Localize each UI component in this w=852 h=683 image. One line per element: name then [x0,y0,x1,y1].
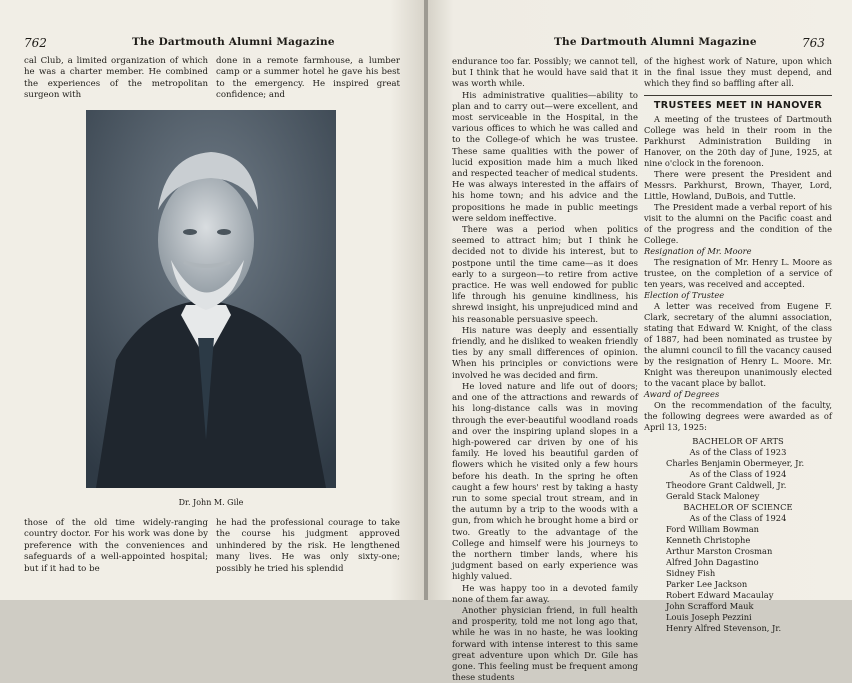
left-bottom-col2-text: he had the professional courage to take the course his judgment approved unhindered by the risk. He lengthened many lives. He was only sixty-one; possibly he tried his splendid [216,518,400,574]
portrait-photo [86,110,336,488]
left-bottom-column-1 [24,518,208,575]
award-text: On the recommendation of the faculty, the following degrees were awarded as of April 13, 1925: [644,400,832,432]
col2-intro: of the highest work of Nature, upon which in the final issue they must depend, and which they find so baffling after all. [644,56,832,88]
degree-name: Arthur Marston Crosman [666,546,773,556]
ba-heading: BACHELOR OF ARTS [692,436,784,446]
degree-name: John Scrafford Mauk [666,601,754,611]
left-top-col1-text: cal Club, a limited organization of which he was a charter member. He combined the experiences of the metropolitan surgeon with [24,56,208,101]
right-column-1 [452,56,638,683]
degree-name: Kenneth Christophe [666,535,751,545]
col1-para-5: He loved nature and life out of doors; and one of the attractions and rewards of his long-distance calls was in moving through the ever-beautiful woodland roads and over the inspiring upland slopes in a high-powered car driven by one of his family. He loved his beautiful garden of flowers which he visited only a few hours before his death. In the spring he often caught a few hours' rest by taking a hasty run to some special trout stream, and in the autumn by a trip to the woods with a gun, from which he brought home a bird or two. Greatly to the advantage of the College and himself were his journeys to the northern timber lands, where his judgment based on early experience was highly valued. [452,380,638,582]
trustees-para-1: A meeting of the trustees of Dartmouth College was held in their room in the Parkhurst Administration Building in Hanover, on the 20th day of June, 1925, at nine o'clock in the forenoon. [644,114,832,168]
election-text: A letter was received from Eugene F. Clark, secretary of the alumni association, stating that Edward W. Knight, of the class of 1887, had been nominated as trustee by the alumni council to fill the vacancy caused by the resignation of Henry L. Moore. Mr. Knight was thereupon unanimously elected to the vacant place by ballot. [644,301,832,388]
left-running-head: The Dartmouth Alumni Magazine [132,36,335,48]
bs-1924-names [644,524,832,634]
left-bottom-col1-text: those of the old time widely-ranging country doctor. For his work was done by preference with the conveniences and safeguards of a well-appointed hospital; but if it had to be [24,518,208,574]
left-top-column-1 [24,56,208,102]
col1-para-7: Another physician friend, in full health and prosperity, told me not long ago that, while he was in no haste, he was looking forward with intense interest to this same great adventure upon which Dr. Gile has gone. This feeling must be frequent among these students [452,604,638,683]
trustees-para-2: There were present the President and Messrs. Parkhurst, Brown, Thayer, Lord, Little, Howland, DuBois, and Tuttle. [644,169,832,201]
bs-heading: BACHELOR OF SCIENCE [683,502,793,512]
right-page-number: 763 [802,36,825,50]
right-column-2 [644,56,832,634]
subhead-resignation: Resignation of Mr. Moore [644,246,752,256]
col1-para-1: endurance too far. Possibly; we cannot tell, but I think that he would have said that it was worth while. [452,56,638,89]
resignation-text: The resignation of Mr. Henry L. Moore as trustee, on the completion of a service of ten years, was received and accepted. [644,257,832,289]
left-page [0,0,424,600]
degree-name: Louis Joseph Pezzini [666,612,752,622]
degree-name: Charles Benjamin Obermeyer, Jr. [666,458,805,468]
degree-name: Ford William Bowman [666,524,760,534]
bs-class-1924: As of the Class of 1924 [689,513,787,523]
right-page [428,0,852,683]
left-bottom-column-2 [216,518,400,575]
degree-name: Henry Alfred Stevenson, Jr. [666,623,782,633]
degree-name: Theodore Grant Caldwell, Jr. [666,480,787,490]
left-page-number: 762 [24,36,47,50]
trustees-para-3: The President made a verbal report of his visit to the alumni on the Pacific coast and of the progress and the condition of the College. [644,202,832,245]
col1-para-3: There was a period when politics seemed to attract him; but I think he decided not to divide his interest, but to postpone until the time came—as it does early to a surgeon—to retire from active practice. He was well endowed for public life through his genuine kindliness, his shrewd insight, his unprejudiced mind and his reasonable persuasive speech. [452,224,638,324]
degree-name: Alfred John Dagastino [666,557,759,567]
subhead-award: Award of Degrees [644,389,720,399]
left-top-column-2 [216,56,400,102]
section-title: TRUSTEES MEET IN HANOVER [653,100,823,111]
right-running-head: The Dartmouth Alumni Magazine [554,36,757,48]
degree-name: Parker Lee Jackson [666,579,748,589]
ba-1923-names [644,458,832,469]
degree-name: Robert Edward Macaulay [666,590,774,600]
left-top-col2-text: done in a remote farmhouse, a lumber camp or a summer hotel he gave his best to the emergency. He inspired great confidence; and [216,56,400,101]
section-rule [644,95,832,96]
ba-class-1923: As of the Class of 1923 [689,447,787,457]
col1-para-6: He was happy too in a devoted family none of them far away. [452,582,638,604]
portrait-caption: Dr. John M. Gile [178,498,244,507]
portrait-illustration [86,110,336,488]
degree-name: Gerald Stack Maloney [666,491,760,501]
subhead-election: Election of Trustee [644,290,725,300]
col1-para-2: His administrative qualities—ability to plan and to carry out—were excellent, and most serviceable in the Hospital, in the various offices to which he was called and to the College-of which he was trustee. These same qualities with the power of lucid exposition made him a much liked and respected teacher of medical students. He was always interested in the affairs of his home town; and his advice and the propositions he made in public meetings were seldom ineffective. [452,89,638,223]
col1-para-4: His nature was deeply and essentially friendly, and he disliked to weaken friendly ties by any small differences of opinion. When his principles or convictions were involved he was decided and firm. [452,324,638,380]
degree-name: Sidney Fish [666,568,716,578]
ba-class-1924: As of the Class of 1924 [689,469,787,479]
ba-1924-names [644,480,832,502]
